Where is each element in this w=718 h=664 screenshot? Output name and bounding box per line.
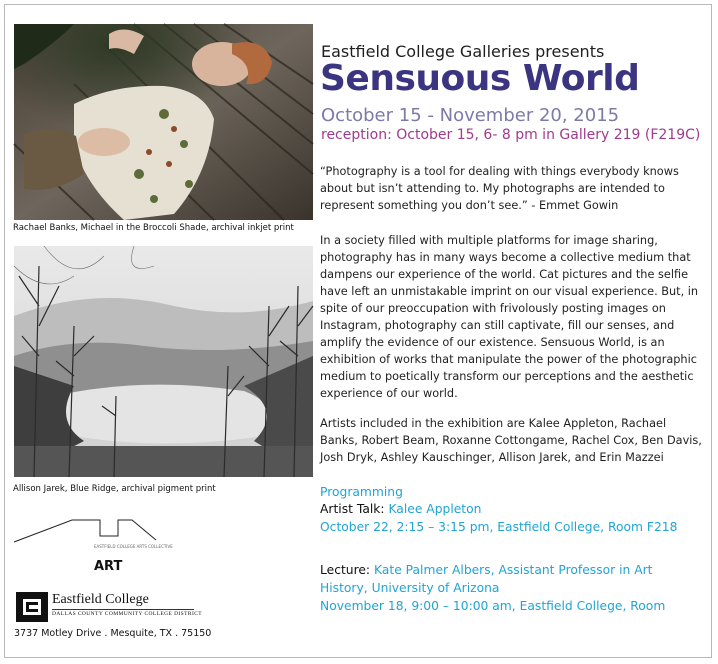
eastfield-college-emblem-icon <box>16 592 48 626</box>
lecture-speaker: Kate Palmer Albers, Assistant Professor in Art <box>373 563 653 577</box>
artist-talk-line <box>320 501 481 519</box>
arts-collective-logo <box>14 518 173 578</box>
exhibition-description: In a society filled with multiple platforms for image sharing, photography has in many ways become a collective medium that dampens our experience of the world. Cat pictures and the selfie have left an unmistakable imprint on our visual experience. But, in spite of our preoccupation with frivolously posting images on Instagram, photography can still captivate, fill our senses, and amplify the evidence of our existence. Sensuous World, is an exhibition of works that manipulate the power of the photographic medium to poetically transform our perceptions and the aesthetic experience of our world. <box>320 234 699 400</box>
arts-collective-small-text: EASTFIELD COLLEGE ARTS COLLECTIVE <box>94 544 173 549</box>
logo-divider <box>52 609 194 610</box>
photo-caption: Rachael Banks, Michael in the Broccoli Shade, archival inkjet print <box>13 223 294 233</box>
lecture-schedule: November 18, 9:00 – 10:00 am, Eastfield College, Room <box>320 599 666 613</box>
art-logo-text: ART <box>94 559 123 574</box>
lecture-speaker-affiliation: History, University of Arizona <box>320 581 500 595</box>
lecture-label: Lecture: <box>320 563 374 577</box>
college-name: Eastfield College <box>52 592 149 607</box>
artist-talk-label: Artist Talk: <box>320 502 389 516</box>
exhibition-title: Sensuous World <box>320 58 640 99</box>
photo-michael-broccoli-shade <box>14 24 313 220</box>
district-name: DALLAS COUNTY COMMUNITY COLLEGE DISTRICT <box>52 611 203 617</box>
artist-talk-name: Kalee Appleton <box>388 502 482 516</box>
photo-blue-ridge <box>14 246 313 477</box>
exhibition-dates: October 15 - November 20, 2015 <box>321 105 620 126</box>
college-address: 3737 Motley Drive . Mesquite, TX . 75150 <box>14 628 212 639</box>
photo-caption: Allison Jarek, Blue Ridge, archival pigment print <box>13 484 216 494</box>
presenter-line: Eastfield College Galleries presents <box>321 42 605 61</box>
programming-heading: Programming <box>320 485 403 499</box>
artist-talk-schedule: October 22, 2:15 – 3:15 pm, Eastfield College, Room F218 <box>320 520 678 534</box>
lecture-line <box>320 562 653 580</box>
gowin-quote: “Photography is a tool for dealing with things everybody knows about but isn’t attending to. My photographs are intended to represent something you don’t see.” - Emmet Gowin <box>320 165 679 212</box>
artists-list: Artists included in the exhibition are Kalee Appleton, Rachael Banks, Robert Beam, Roxanne Cottongame, Rachel Cox, Ben Davis, Josh Dryk, Ashley Kauschinger, Allison Jarek, and Erin Mazzei <box>320 417 702 464</box>
reception-info: reception: October 15, 6- 8 pm in Gallery 219 (F219C) <box>321 127 701 143</box>
